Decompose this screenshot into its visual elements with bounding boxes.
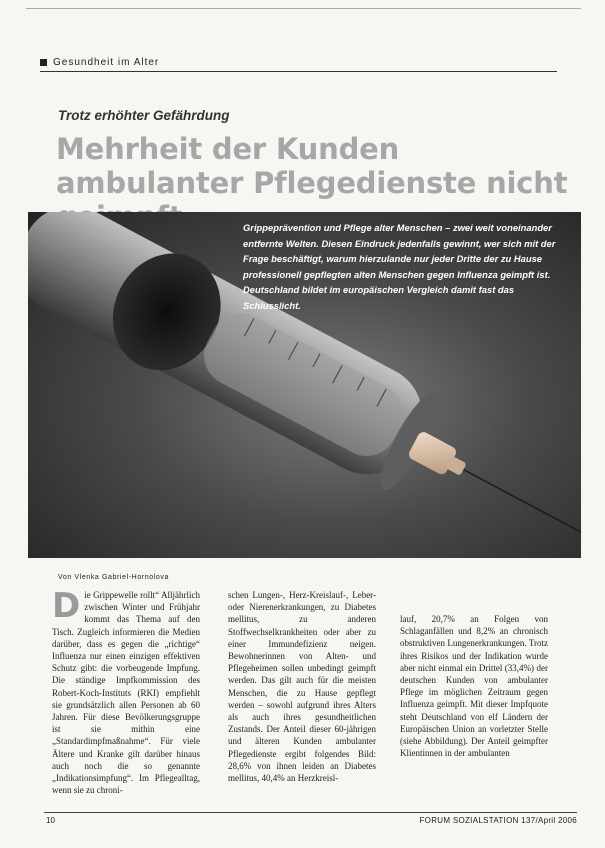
article-byline: Von Vlenka Gabriel-Hornolova [58, 574, 169, 581]
footer-rule [44, 812, 577, 813]
body-text: lauf, 20,7% an Folgen von Schlaganfällen und 8,2% an chronisch obstruktiven Lungenerkrankungen. Trotz ihres Risikos und der Indikation wurde aber nicht einmal ein Drittel (33,4%) der deutschen Kunden von ambulanter Pflege im möglichen Zeitraum gegen Influenza geimpft. Mit dieser Impfquote steht Deutschland von elf Ländern der Europäischen Union an vorletzter Stelle (siehe Abbildung). Der Anteil geimpfter Klientinnen in der ambulanten [400, 614, 548, 759]
body-text: schen Lungen-, Herz-Kreislauf-, Leber- oder Nierenerkrankungen, zu Diabetes mellitus, zu anderen Stoffwechselkrankheiten oder aber zu einer Immundefizienz neigen. Bewohnerinnen von Alten- und Pflegeheimen sollen unbedingt geimpft werden. Das gilt auch für die meisten Menschen, die zu Hause gepflegt werden – sowohl aufgrund ihres Alters als auch ihres gesundheitlichen Zustands. Der Anteil dieser 60-jährigen und älteren Kunden ambulanter Pflegedienste ergibt folgendes Bild: 28,6% von ihnen leiden an Diabetes mellitus, 40,4% an Herzkreisl- [228, 590, 376, 784]
article-lede: Grippeprävention und Pflege alter Menschen – zwei weit voneinander entfernte Welten. Diesen Eindruck jedenfalls gewinnt, wer sich mit der Frage beschäftigt, warum hierzulande nur jeder Dritte der zu Hause professionell gepflegten alten Menschen gegen Influenza geimpft ist. Deutschland bildet im europäischen Vergleich damit fast das Schlusslicht. [243, 222, 556, 311]
section-label: Gesundheit im Alter [53, 57, 160, 68]
drop-cap: D [52, 586, 81, 626]
article-headline: Mehrheit der Kunden ambulanter Pflegedienste nicht [56, 132, 568, 200]
body-column-2 [228, 589, 376, 784]
page-number: 10 [46, 816, 55, 825]
section-header [40, 57, 159, 68]
body-column-3 [400, 613, 548, 759]
body-column-1 [52, 586, 200, 796]
square-bullet-icon [40, 59, 47, 66]
article-kicker: Trotz erhöhter Gefährdung [58, 108, 230, 123]
journal-footer: FORUM SOZIALSTATION 137/April 2006 [419, 816, 577, 825]
body-text: ie Grippewelle rollt“ Alljährlich zwischen Winter und Frühjahr kommt das Thema auf den Tisch. Zugleich informieren die Medien darüber, dass es gegen die „richtige“ Influenza nur einen einzigen effektiven Schutz gibt: die vorbeugende Impfung. Die ständige Impfkommission des Robert-Koch-Instituts (RKI) empfiehlt sie grundsätzlich allen Personen ab 60 Jahren. Für diese Bevölkerungsgruppe ist sie mithin eine „Standardimpfmaßnahme“. Für viele Ältere und Kranke gilt darüber hinaus auch noch die so genannte „Indikationsimpfung“. Im Pflegealltag, wenn sie zu chroni- [52, 590, 200, 796]
section-rule [40, 71, 557, 72]
top-rule [26, 8, 581, 9]
